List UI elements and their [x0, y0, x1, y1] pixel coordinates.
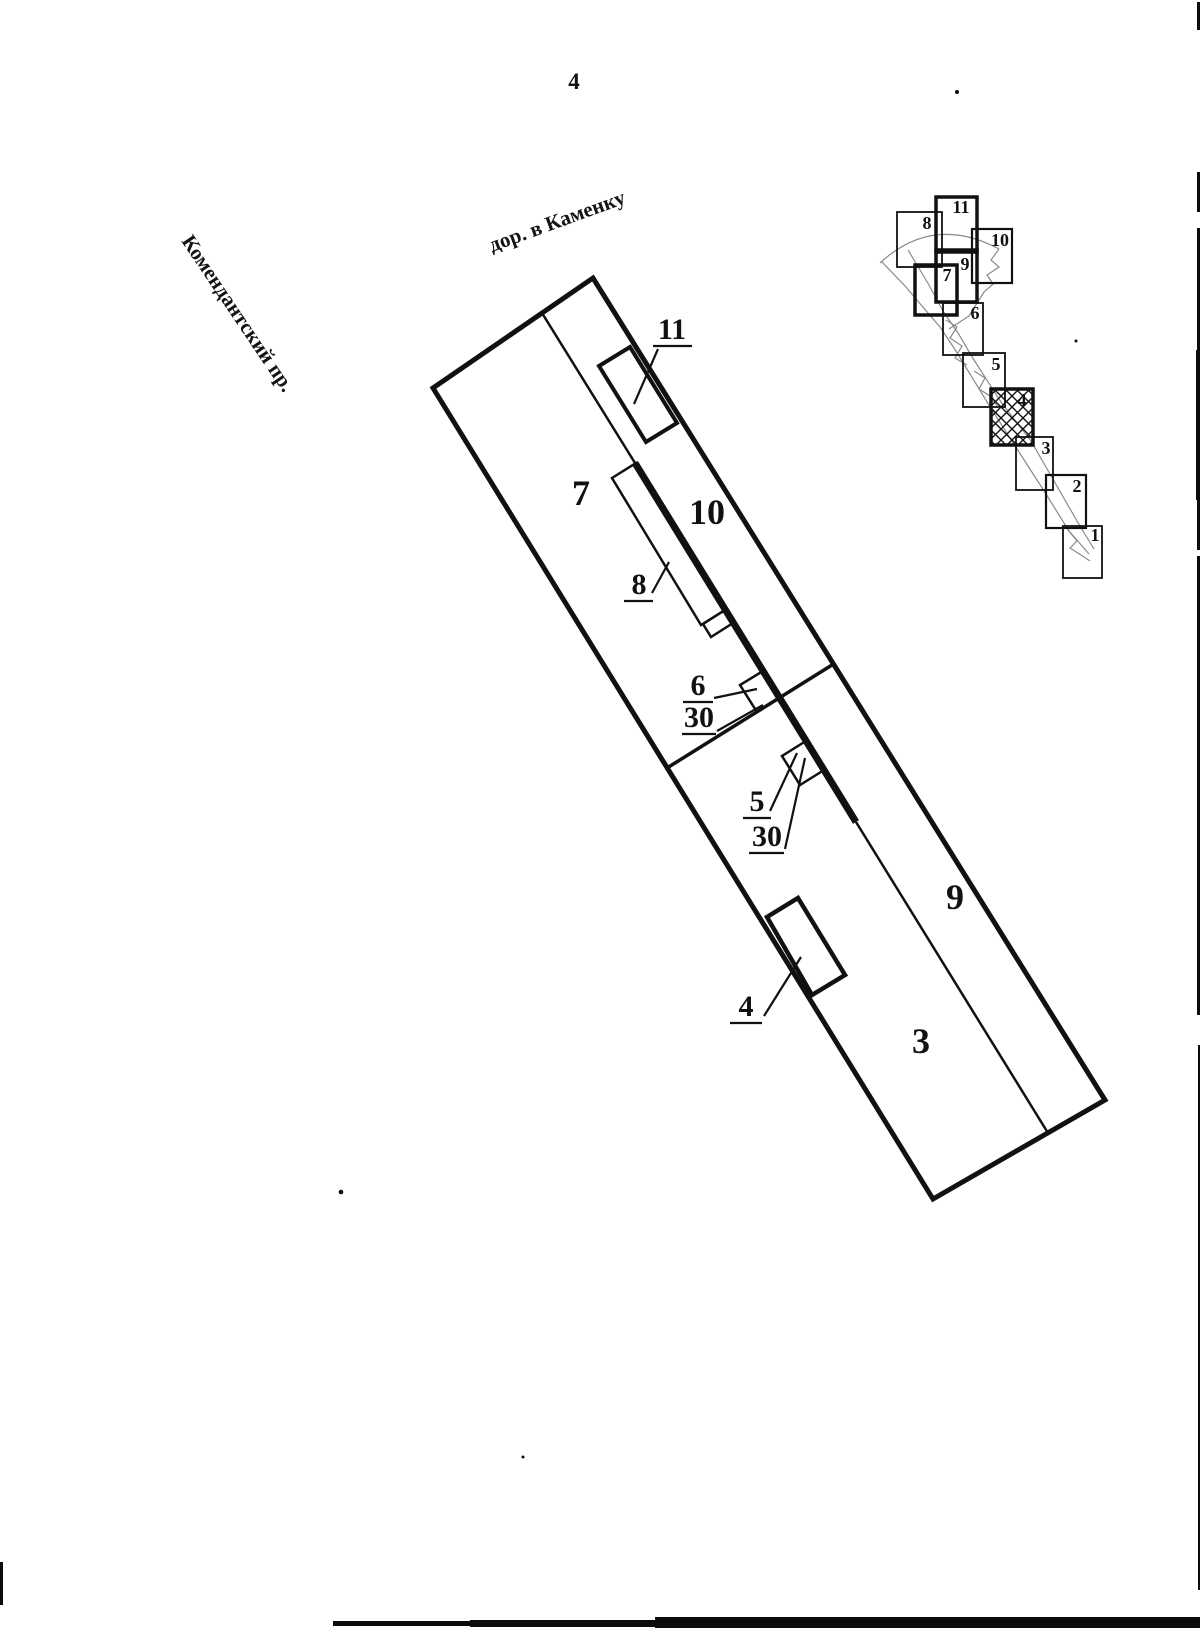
scan-bottom-bar-thick [655, 1617, 1200, 1628]
sheet-number-2: 2 [1072, 476, 1082, 496]
sheet-number-10: 10 [991, 230, 1009, 250]
street-labels [177, 185, 629, 396]
region-label-7: 7 [572, 473, 590, 513]
building-8-end-step [703, 610, 733, 637]
callout-leader-6 [714, 689, 757, 698]
callout-leader-8 [652, 562, 669, 593]
callout-leader-30-upper [717, 705, 763, 731]
callout-label-4: 4 [738, 990, 754, 1023]
region-label-3: 3 [912, 1021, 930, 1061]
sheet-number-1: 1 [1090, 525, 1100, 545]
scan-speck-2 [1075, 340, 1078, 343]
street-name-komendantsky: Комендантский пр. [176, 230, 300, 397]
callout-label-6: 6 [690, 669, 706, 702]
scan-speck-3 [339, 1190, 344, 1195]
callout-leader-5 [770, 753, 797, 811]
sheet-squares [897, 197, 1102, 578]
sheet-number-11: 11 [952, 197, 970, 217]
sheet-number-4: 4 [1017, 390, 1027, 410]
sheet-index [880, 197, 1102, 578]
scan-bottom-bar-mid [470, 1620, 680, 1627]
callout-leader-4 [764, 957, 801, 1016]
sheet-number-8: 8 [922, 213, 932, 233]
callout-label-30-lower: 30 [752, 820, 782, 853]
sheet-number-3: 3 [1041, 438, 1051, 458]
callout-label-5: 5 [749, 785, 765, 818]
scan-left-edge-mark [0, 1562, 3, 1605]
scan-speck-4 [522, 1456, 525, 1459]
division-line-upper [542, 313, 635, 463]
region-label-10: 10 [689, 492, 725, 532]
division-line-lower [856, 822, 1048, 1133]
plan-callouts [624, 313, 805, 1023]
scan-speck-1 [955, 90, 959, 94]
sheet-number-9: 9 [960, 254, 970, 274]
sheet-number-5: 5 [991, 354, 1001, 374]
road-name-kamenka: дор. в Каменку [485, 185, 629, 257]
scan-right-border-seg4 [1196, 350, 1200, 500]
callout-label-8: 8 [631, 568, 647, 601]
callout-label-11: 11 [657, 313, 687, 346]
sheet-number-6: 6 [970, 303, 980, 323]
region-label-9: 9 [946, 877, 964, 917]
sheet-number-7: 7 [942, 265, 952, 285]
minimap-steps-c [1068, 530, 1090, 561]
callout-label-30-upper: 30 [684, 701, 714, 734]
minimap-edge-2 [882, 262, 1089, 554]
page-number: 4 [568, 69, 580, 94]
